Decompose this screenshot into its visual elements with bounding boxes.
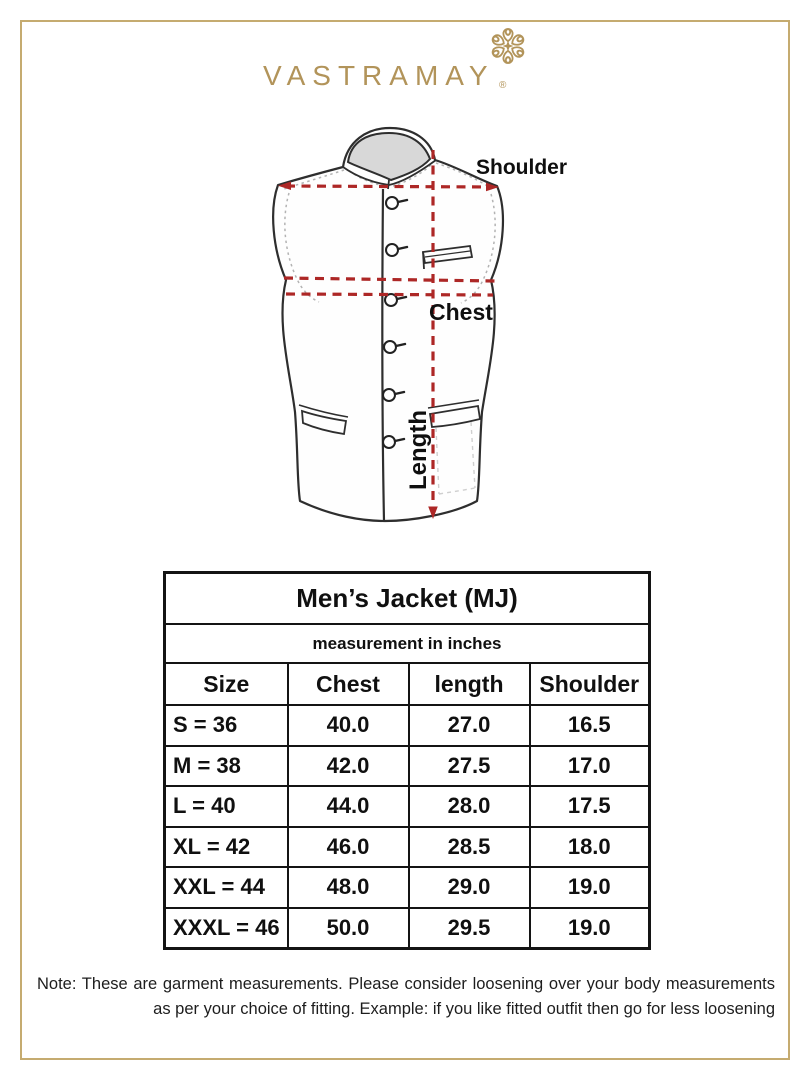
col-header-shoulder: Shoulder: [530, 663, 650, 705]
size-value: M = 38: [165, 746, 288, 787]
chest-value: 40.0: [288, 705, 409, 746]
chest-value: 48.0: [288, 867, 409, 908]
length-label: Length: [405, 410, 432, 490]
length-value: 29.0: [409, 867, 530, 908]
jacket-diagram: [240, 110, 580, 540]
col-header-length: length: [409, 663, 530, 705]
size-chart-table: [163, 571, 651, 950]
length-value: 29.5: [409, 908, 530, 949]
measurement-note: [37, 972, 775, 1022]
floral-rosette-icon: [487, 24, 529, 68]
registered-trademark: ®: [499, 80, 507, 91]
table-row: [165, 786, 650, 827]
length-value: 27.5: [409, 746, 530, 787]
chest-value: 50.0: [288, 908, 409, 949]
size-chart: [163, 571, 648, 950]
table-row: [165, 746, 650, 787]
length-value: 28.0: [409, 786, 530, 827]
table-header-row: [165, 663, 650, 705]
size-value: L = 40: [165, 786, 288, 827]
size-value: XL = 42: [165, 827, 288, 868]
table-subtitle-row: [165, 624, 650, 663]
table-row: [165, 908, 650, 949]
shoulder-value: 19.0: [530, 867, 650, 908]
length-value: 27.0: [409, 705, 530, 746]
shoulder-value: 17.5: [530, 786, 650, 827]
table-row: [165, 705, 650, 746]
note-line-1: Note: These are garment measurements. Please consider loosening over your body measurements: [37, 975, 775, 993]
size-value: S = 36: [165, 705, 288, 746]
size-value: XXL = 44: [165, 867, 288, 908]
shoulder-value: 16.5: [530, 705, 650, 746]
table-row: [165, 867, 650, 908]
note-line-2: as per your choice of fitting. Example: if you like fitted outfit then go for less loosening: [153, 1000, 775, 1018]
brand-wordmark: VASTRAMAY: [263, 60, 495, 91]
table-title-row: [165, 573, 650, 625]
chest-value: 46.0: [288, 827, 409, 868]
size-chart-subtitle: measurement in inches: [165, 624, 650, 663]
size-value: XXXL = 46: [165, 908, 288, 949]
shoulder-value: 18.0: [530, 827, 650, 868]
table-row: [165, 827, 650, 868]
col-header-size: Size: [165, 663, 288, 705]
size-chart-title: Men’s Jacket (MJ): [165, 573, 650, 625]
shoulder-value: 17.0: [530, 746, 650, 787]
length-value: 28.5: [409, 827, 530, 868]
chest-value: 42.0: [288, 746, 409, 787]
chest-value: 44.0: [288, 786, 409, 827]
chest-label: Chest: [429, 299, 493, 325]
shoulder-value: 19.0: [530, 908, 650, 949]
col-header-chest: Chest: [288, 663, 409, 705]
collar-front-notch: [388, 180, 389, 189]
shoulder-label: Shoulder: [476, 156, 568, 179]
